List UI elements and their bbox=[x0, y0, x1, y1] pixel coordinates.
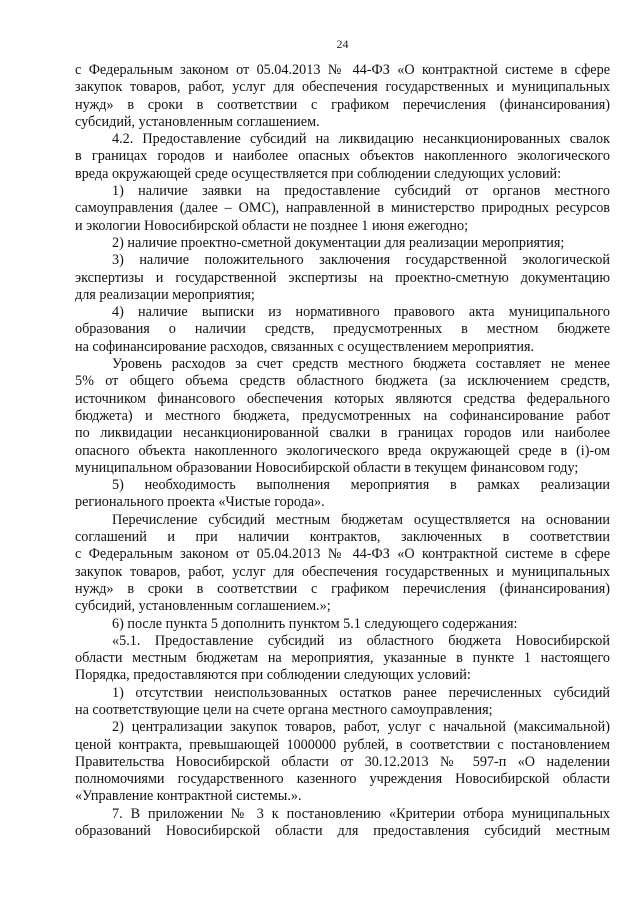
text-line: Порядка, предоставляются при соблюдении следующих условий: bbox=[75, 667, 471, 684]
clause-4-2-condition-3 bbox=[75, 252, 610, 304]
text-line: муниципальном образовании Новосибирской области в текущем финансовом году; bbox=[75, 459, 579, 476]
text-line: субсидий, установленным соглашением.»; bbox=[75, 598, 331, 615]
clause-4-2-condition-4 bbox=[75, 304, 610, 356]
clause-5-1-condition-2 bbox=[75, 719, 610, 805]
page-number: 24 bbox=[336, 37, 349, 51]
clause-4-2 bbox=[75, 131, 610, 183]
text-line: вреда окружающей среде осуществляется при соблюдении следующих условий: bbox=[75, 165, 562, 182]
paragraph-continued-from-previous-page bbox=[75, 62, 610, 131]
text-line: Перечисление субсидий местным бюджетам осуществляется на основании bbox=[112, 511, 610, 528]
text-line: Правительства Новосибирской области от 30.12.2013 № 597-п «О наделении bbox=[75, 753, 610, 770]
text-line: субсидий, установленным соглашением. bbox=[75, 113, 320, 130]
text-line: опасного объекта накопленного экологического вреда окружающей среде в (i)-ом bbox=[75, 442, 610, 459]
clause-4-2-condition-1 bbox=[75, 183, 610, 235]
text-line: 1) отсутствии неиспользованных остатков ранее перечисленных субсидий bbox=[112, 684, 610, 701]
document-body bbox=[75, 62, 610, 840]
text-line: 6) после пункта 5 дополнить пунктом 5.1 следующего содержания: bbox=[112, 615, 518, 632]
text-line: ценой контракта, превышающей 1000000 рублей, в соответствии с постановлением bbox=[75, 736, 610, 753]
text-line: Уровень расходов за счет средств местного бюджета составляет не менее bbox=[112, 356, 610, 373]
text-line: в границах городов и наиболее опасных объектов накопленного экологического bbox=[75, 148, 610, 165]
text-line: 5) необходимость выполнения мероприятия в рамках реализации bbox=[112, 477, 610, 494]
text-line: с Федеральным законом от 05.04.2013 № 44-ФЗ «О контрактной системе в сфере bbox=[75, 546, 610, 563]
paragraph-subsidy-transfer bbox=[75, 512, 610, 616]
text-line: полномочиями государственного казенного учреждения Новосибирской области bbox=[75, 771, 610, 788]
text-line: на софинансирование расходов, связанных с осуществлением мероприятия. bbox=[75, 338, 535, 355]
text-line: и экологии Новосибирской области не позднее 1 июня ежегодно; bbox=[75, 217, 469, 234]
text-line: 4.2. Предоставление субсидий на ликвидацию несанкционированных свалок bbox=[112, 131, 610, 148]
text-line: образований Новосибирской области для предоставления субсидий местным bbox=[75, 823, 610, 840]
text-line: соглашений и при наличии контрактов, заключенных в соответствии bbox=[75, 529, 610, 546]
text-line: 4) наличие выписки из нормативного правового акта муниципального bbox=[112, 304, 610, 321]
text-line: экспертизы и государственной экспертизы на проектно-сметную документацию bbox=[75, 269, 610, 286]
text-line: регионального проекта «Чистые города». bbox=[75, 494, 325, 511]
text-line: «Управление контрактной системы.». bbox=[75, 788, 302, 805]
clause-4-2-condition-2 bbox=[75, 235, 610, 252]
paragraph-local-budget-share bbox=[75, 356, 610, 477]
clause-5-1-condition-1 bbox=[75, 685, 610, 720]
text-line: на соответствующие цели на счете органа местного самоуправления; bbox=[75, 701, 493, 718]
text-line: образования о наличии средств, предусмотренных в местном бюджете bbox=[75, 321, 610, 338]
text-line: источником финансового обеспечения которых являются средства федерального bbox=[75, 390, 610, 407]
text-line: закупок товаров, работ, услуг для обеспечения государственных и муниципальных bbox=[75, 563, 610, 580]
text-line: 7. В приложении № 3 к постановлению «Критерии отбора муниципальных bbox=[112, 805, 610, 822]
text-line: закупок товаров, работ, услуг для обеспечения государственных и муниципальных bbox=[75, 79, 610, 96]
text-line: 3) наличие положительного заключения государственной экологической bbox=[112, 252, 610, 269]
text-line: 1) наличие заявки на предоставление субсидий от органов местного bbox=[112, 183, 610, 200]
text-line: нужд» в сроки в соответствии с графиком перечисления (финансирования) bbox=[75, 96, 610, 113]
text-line: 2) наличие проектно-сметной документации для реализации мероприятия; bbox=[112, 234, 565, 251]
clause-5-1 bbox=[75, 633, 610, 685]
amendment-item-6 bbox=[75, 616, 610, 633]
text-line: 5% от общего объема средств областного бюджета (за исключением средств, bbox=[75, 373, 610, 390]
text-line: нужд» в сроки в соответствии с графиком перечисления (финансирования) bbox=[75, 580, 610, 597]
text-line: с Федеральным законом от 05.04.2013 № 44-ФЗ «О контрактной системе в сфере bbox=[75, 62, 610, 78]
clause-4-2-condition-5 bbox=[75, 477, 610, 512]
text-line: 2) централизации закупок товаров, работ, услуг с начальной (максимальной) bbox=[112, 719, 610, 736]
text-line: бюджета) и местного бюджета, предусмотренных на софинансирование работ bbox=[75, 407, 610, 424]
amendment-item-7 bbox=[75, 806, 610, 841]
text-line: самоуправления (далее – ОМС), направленной в министерство природных ресурсов bbox=[75, 200, 610, 217]
text-line: по ликвидации несанкционированной свалки в границах городов или наиболее bbox=[75, 425, 610, 442]
text-line: области местным бюджетам на мероприятия, указанные в пункте 1 настоящего bbox=[75, 650, 610, 667]
text-line: для реализации мероприятия; bbox=[75, 286, 255, 303]
text-line: «5.1. Предоставление субсидий из областного бюджета Новосибирской bbox=[112, 632, 610, 649]
